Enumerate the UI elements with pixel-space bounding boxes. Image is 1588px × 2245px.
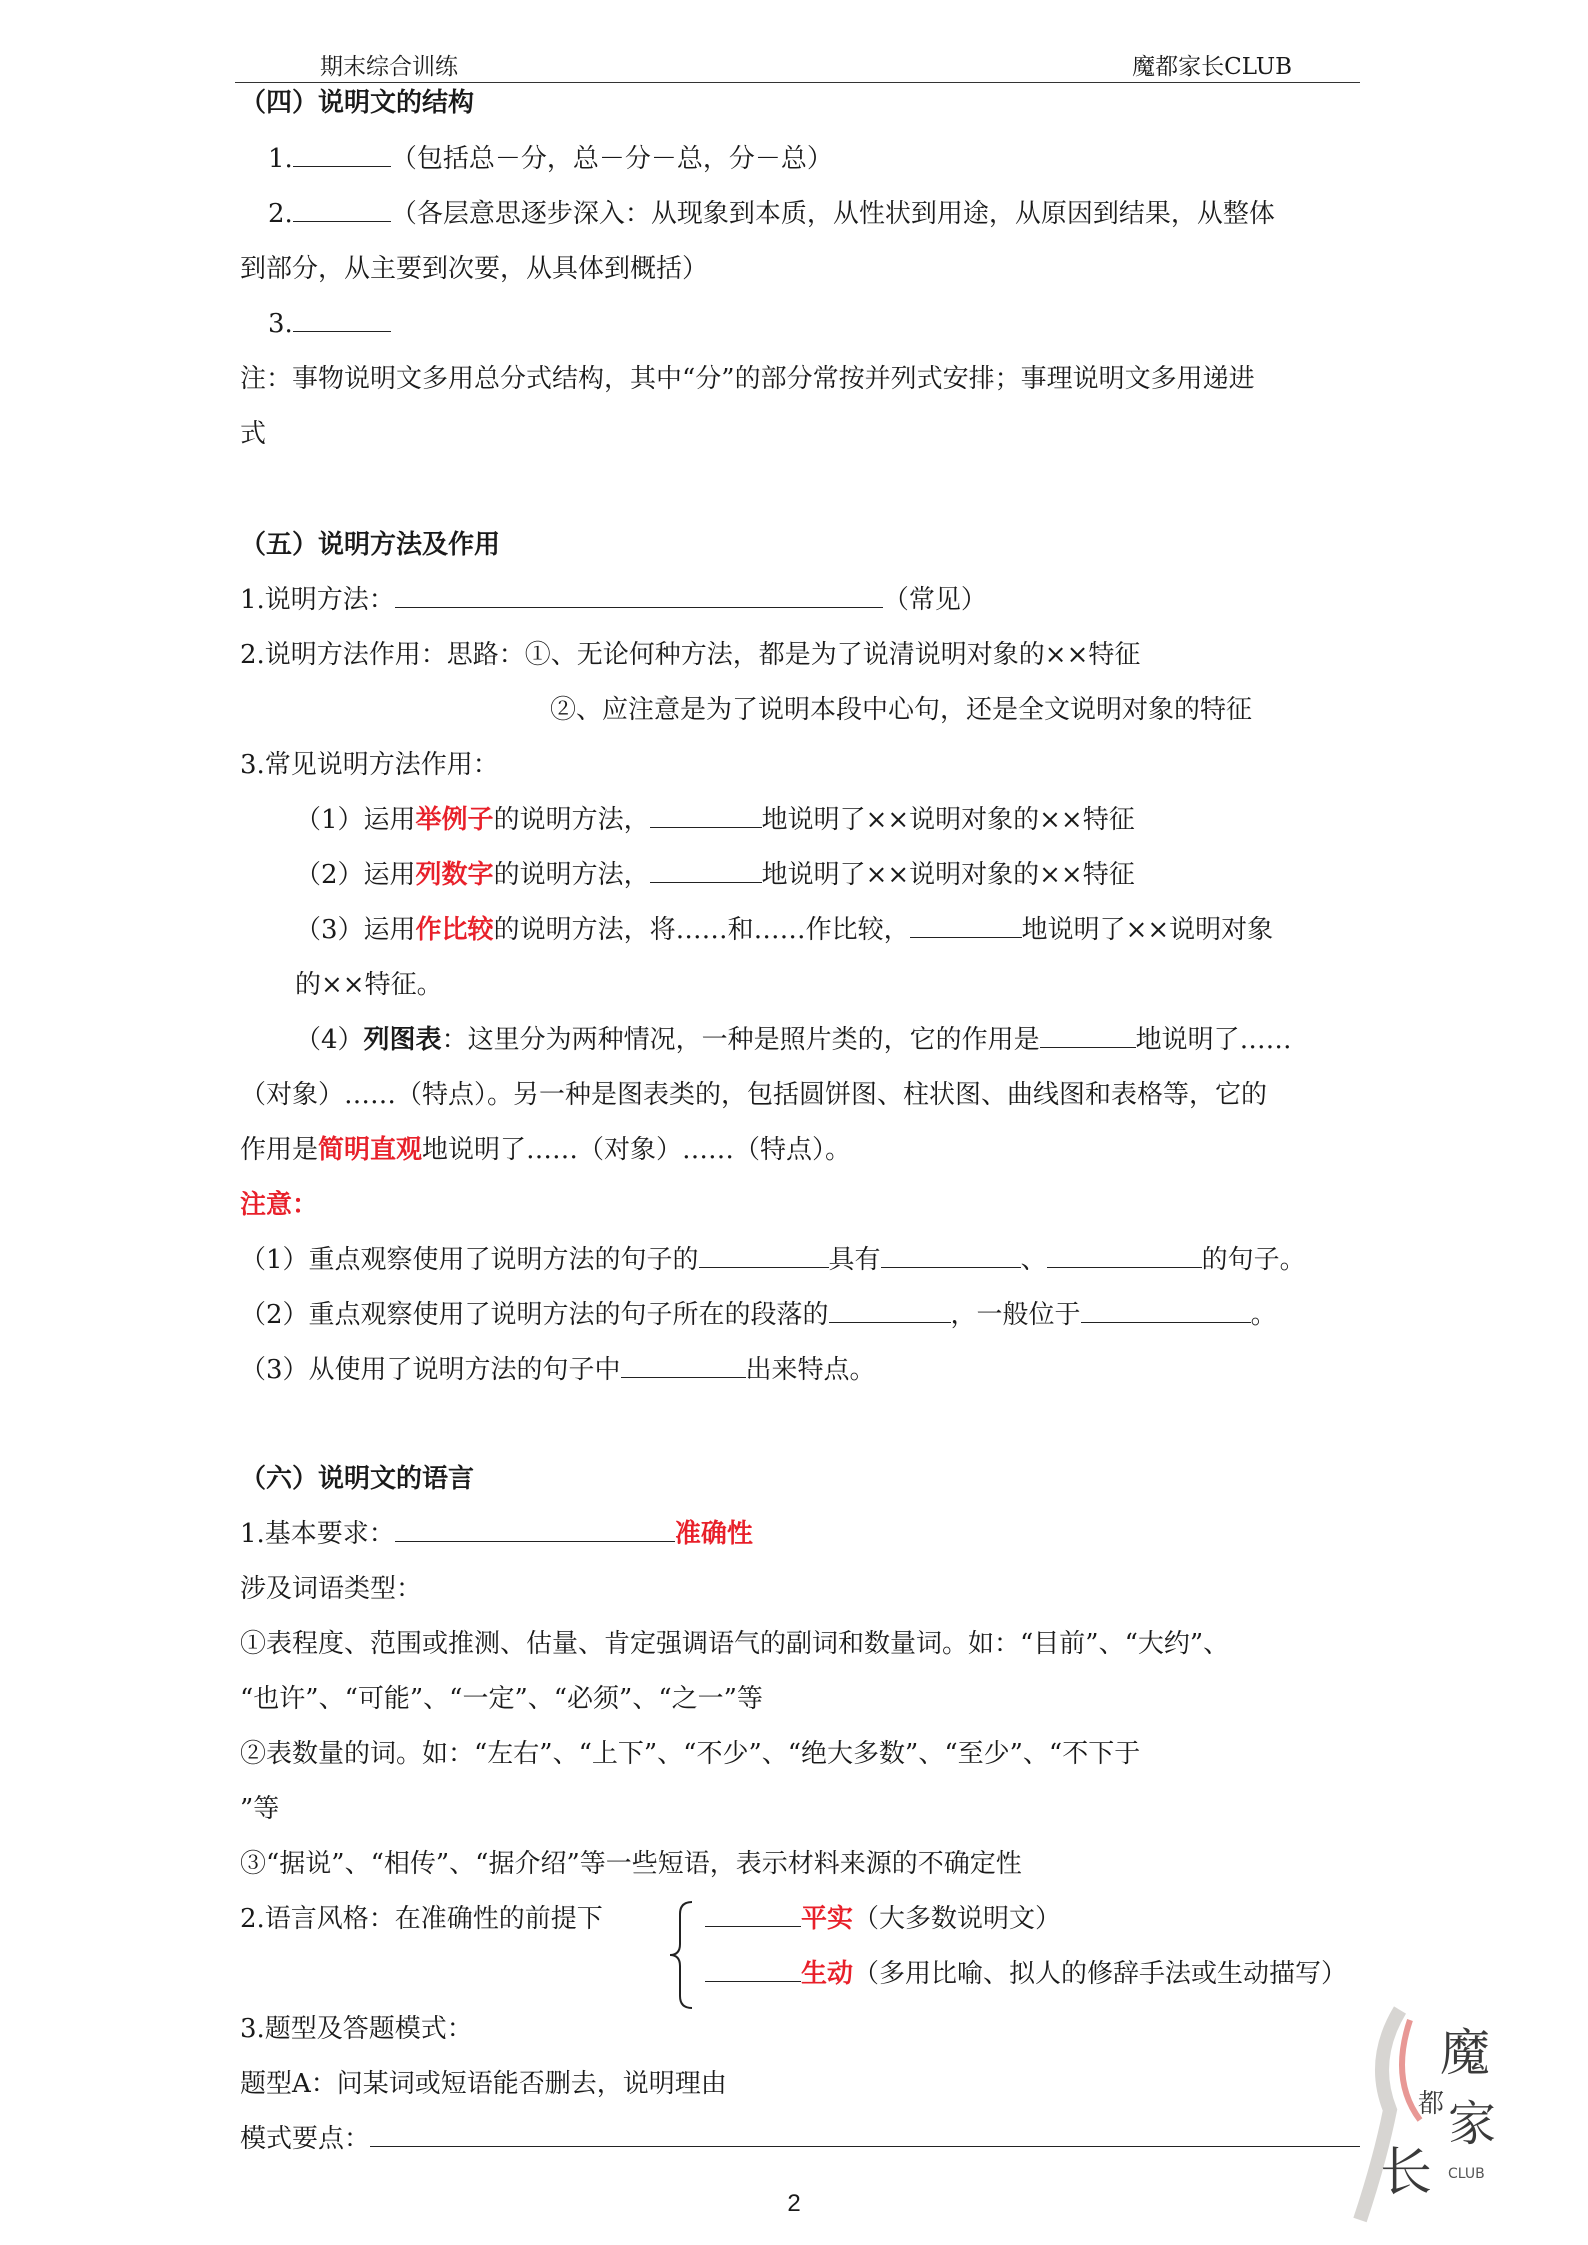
header-right: 魔都家长CLUB [1132,54,1292,80]
text: （1）重点观察使用了说明方法的句子的 [240,1245,699,1275]
text: 地说明了××说明对象的××特征 [761,860,1135,890]
text: （多用比喻、拟人的修辞手法或生动描写） [853,1959,1348,1989]
note-3 [240,1353,876,1387]
word-type-1-cont: “也许”、“可能”、“一定”、“必须”、“之一”等 [240,1684,763,1714]
text: （大多数说明文） [853,1904,1062,1934]
fill-blank[interactable] [699,1243,829,1268]
fill-blank[interactable] [1081,1298,1251,1323]
highlight-term: 举例子 [415,805,494,835]
section-title-methods: （五）说明方法及作用 [240,530,501,560]
highlight-term: 平实 [801,1904,854,1934]
item-number: 3. [268,309,293,339]
logo-char: CLUB [1448,2166,1485,2182]
note-2 [240,1298,1277,1332]
section-title-language: （六）说明文的语言 [240,1464,475,1494]
methods-line-3: 3.常见说明方法作用： [240,750,499,780]
logo-char: 都 [1418,2089,1445,2119]
methods-line-2: 2.说明方法作用：思路：①、无论何种方法，都是为了说清说明对象的××特征 [240,640,1141,670]
fill-blank[interactable] [293,197,391,222]
text: （3）从使用了说明方法的句子中 [240,1355,621,1385]
text: （2）重点观察使用了说明方法的句子所在的段落的 [240,1300,829,1330]
method-chart-line2: （对象）……（特点）。另一种是图表类的，包括圆饼图、柱状图、曲线图和表格等，它的 [240,1080,1268,1110]
fill-blank[interactable] [293,307,391,332]
text: （1）运用 [295,805,416,835]
answer-pattern [240,2122,1360,2156]
structure-item-1 [268,142,833,176]
text: （4） [295,1025,364,1055]
bold-term: 列图表 [363,1025,442,1055]
curly-brace-icon [668,1900,694,2010]
structure-note-line1: 注：事物说明文多用总分式结构，其中“分”的部分常按并列式安排；事理说明文多用递进 [240,364,1255,394]
word-type-3: ③“据说”、“相传”、“据介绍”等一些短语，表示材料来源的不确定性 [240,1849,1022,1879]
language-line-1 [240,1517,753,1551]
label: 1.说明方法： [240,585,395,615]
methods-line-2b: ②、应注意是为了说明本段中心句，还是全文说明对象的特征 [550,695,1253,725]
method-numbers [295,858,1135,892]
text: 作用是 [240,1135,319,1165]
word-type-2: ②表数量的词。如：“左右”、“上下”、“不少”、“绝大多数”、“至少”、“不下于 [240,1739,1141,1769]
item-number: 2. [268,199,293,229]
style-label: 2.语言风格：在准确性的前提下 [240,1904,603,1934]
fill-blank[interactable] [395,1517,675,1542]
methods-line-1 [240,583,987,617]
note-title: 注意： [240,1190,319,1220]
logo-char: 魔 [1440,2024,1490,2082]
method-chart [295,1023,1292,1057]
text: 地说明了××说明对象的××特征 [761,805,1135,835]
fill-blank[interactable] [621,1353,746,1378]
word-type-1: ①表程度、范围或推测、估量、肯定强调语气的副词和数量词。如：“目前”、“大约”、 [240,1629,1230,1659]
club-logo-icon [1340,2000,1520,2230]
fill-blank[interactable] [705,1902,801,1927]
method-example [295,803,1135,837]
word-type-2-cont: ”等 [240,1794,280,1824]
note-1 [240,1243,1306,1277]
text: 、 [1020,1245,1047,1275]
logo-char: 家 [1448,2096,1497,2152]
method-comparison-cont: 的××特征。 [295,970,443,1000]
fill-blank[interactable] [650,858,762,883]
text: 的说明方法，将……和……作比较， [493,915,910,945]
item-number: 1. [268,144,293,174]
page-header [235,48,1360,83]
label: 1.基本要求： [240,1519,395,1549]
text: ，一般位于 [950,1300,1081,1330]
highlight-term: 简明直观 [318,1135,423,1165]
question-type-a: 题型A：问某词或短语能否删去，说明理由 [240,2069,727,2099]
section-title-structure: （四）说明文的结构 [240,88,475,118]
text: ：这里分为两种情况，一种是照片类的，它的作用是 [441,1025,1040,1055]
fill-blank[interactable] [293,142,391,167]
highlight-term: 作比较 [415,915,494,945]
text: 地说明了……（对象）……（特点）。 [422,1135,852,1165]
text: 具有 [828,1245,881,1275]
text: 。 [1250,1300,1277,1330]
structure-note-line2: 式 [240,419,267,449]
highlight-term: 准确性 [674,1519,753,1549]
item-text: （各层意思逐步深入：从现象到本质，从性状到用途，从原因到结果，从整体 [390,199,1275,229]
method-chart-line3 [240,1133,851,1167]
text: 地说明了…… [1135,1025,1292,1055]
text: 的说明方法， [493,860,650,890]
style-option-vivid [705,1957,1347,1991]
structure-item-2-cont: 到部分，从主要到次要，从具体到概括） [240,254,709,284]
header-left: 期末综合训练 [320,54,458,80]
fill-blank[interactable] [881,1243,1021,1268]
text: 出来特点。 [745,1355,876,1385]
language-line-3: 3.题型及答题模式： [240,2014,473,2044]
label: （常见） [882,585,987,615]
style-option-plain [705,1902,1061,1936]
fill-blank[interactable] [910,913,1022,938]
fill-blank[interactable] [650,803,762,828]
fill-blank[interactable] [1047,1243,1202,1268]
language-line-2: 涉及词语类型： [240,1574,423,1604]
highlight-term: 列数字 [415,860,494,890]
fill-blank[interactable] [395,583,883,608]
text: 地说明了××说明对象 [1021,915,1274,945]
text: 的说明方法， [493,805,650,835]
label: 模式要点： [240,2124,371,2154]
structure-item-3 [268,307,391,341]
item-text: （包括总－分，总－分－总，分－总） [390,144,833,174]
text: （2）运用 [295,860,416,890]
logo-char: 长 [1380,2143,1433,2203]
text: 的句子。 [1201,1245,1306,1275]
page-number: 2 [787,2190,801,2217]
text: （3）运用 [295,915,416,945]
fill-blank[interactable] [370,2122,1360,2147]
fill-blank[interactable] [1040,1023,1136,1048]
structure-item-2 [268,197,1275,231]
highlight-term: 生动 [801,1959,854,1989]
fill-blank[interactable] [829,1298,951,1323]
fill-blank[interactable] [705,1957,801,1982]
method-comparison [295,913,1273,947]
